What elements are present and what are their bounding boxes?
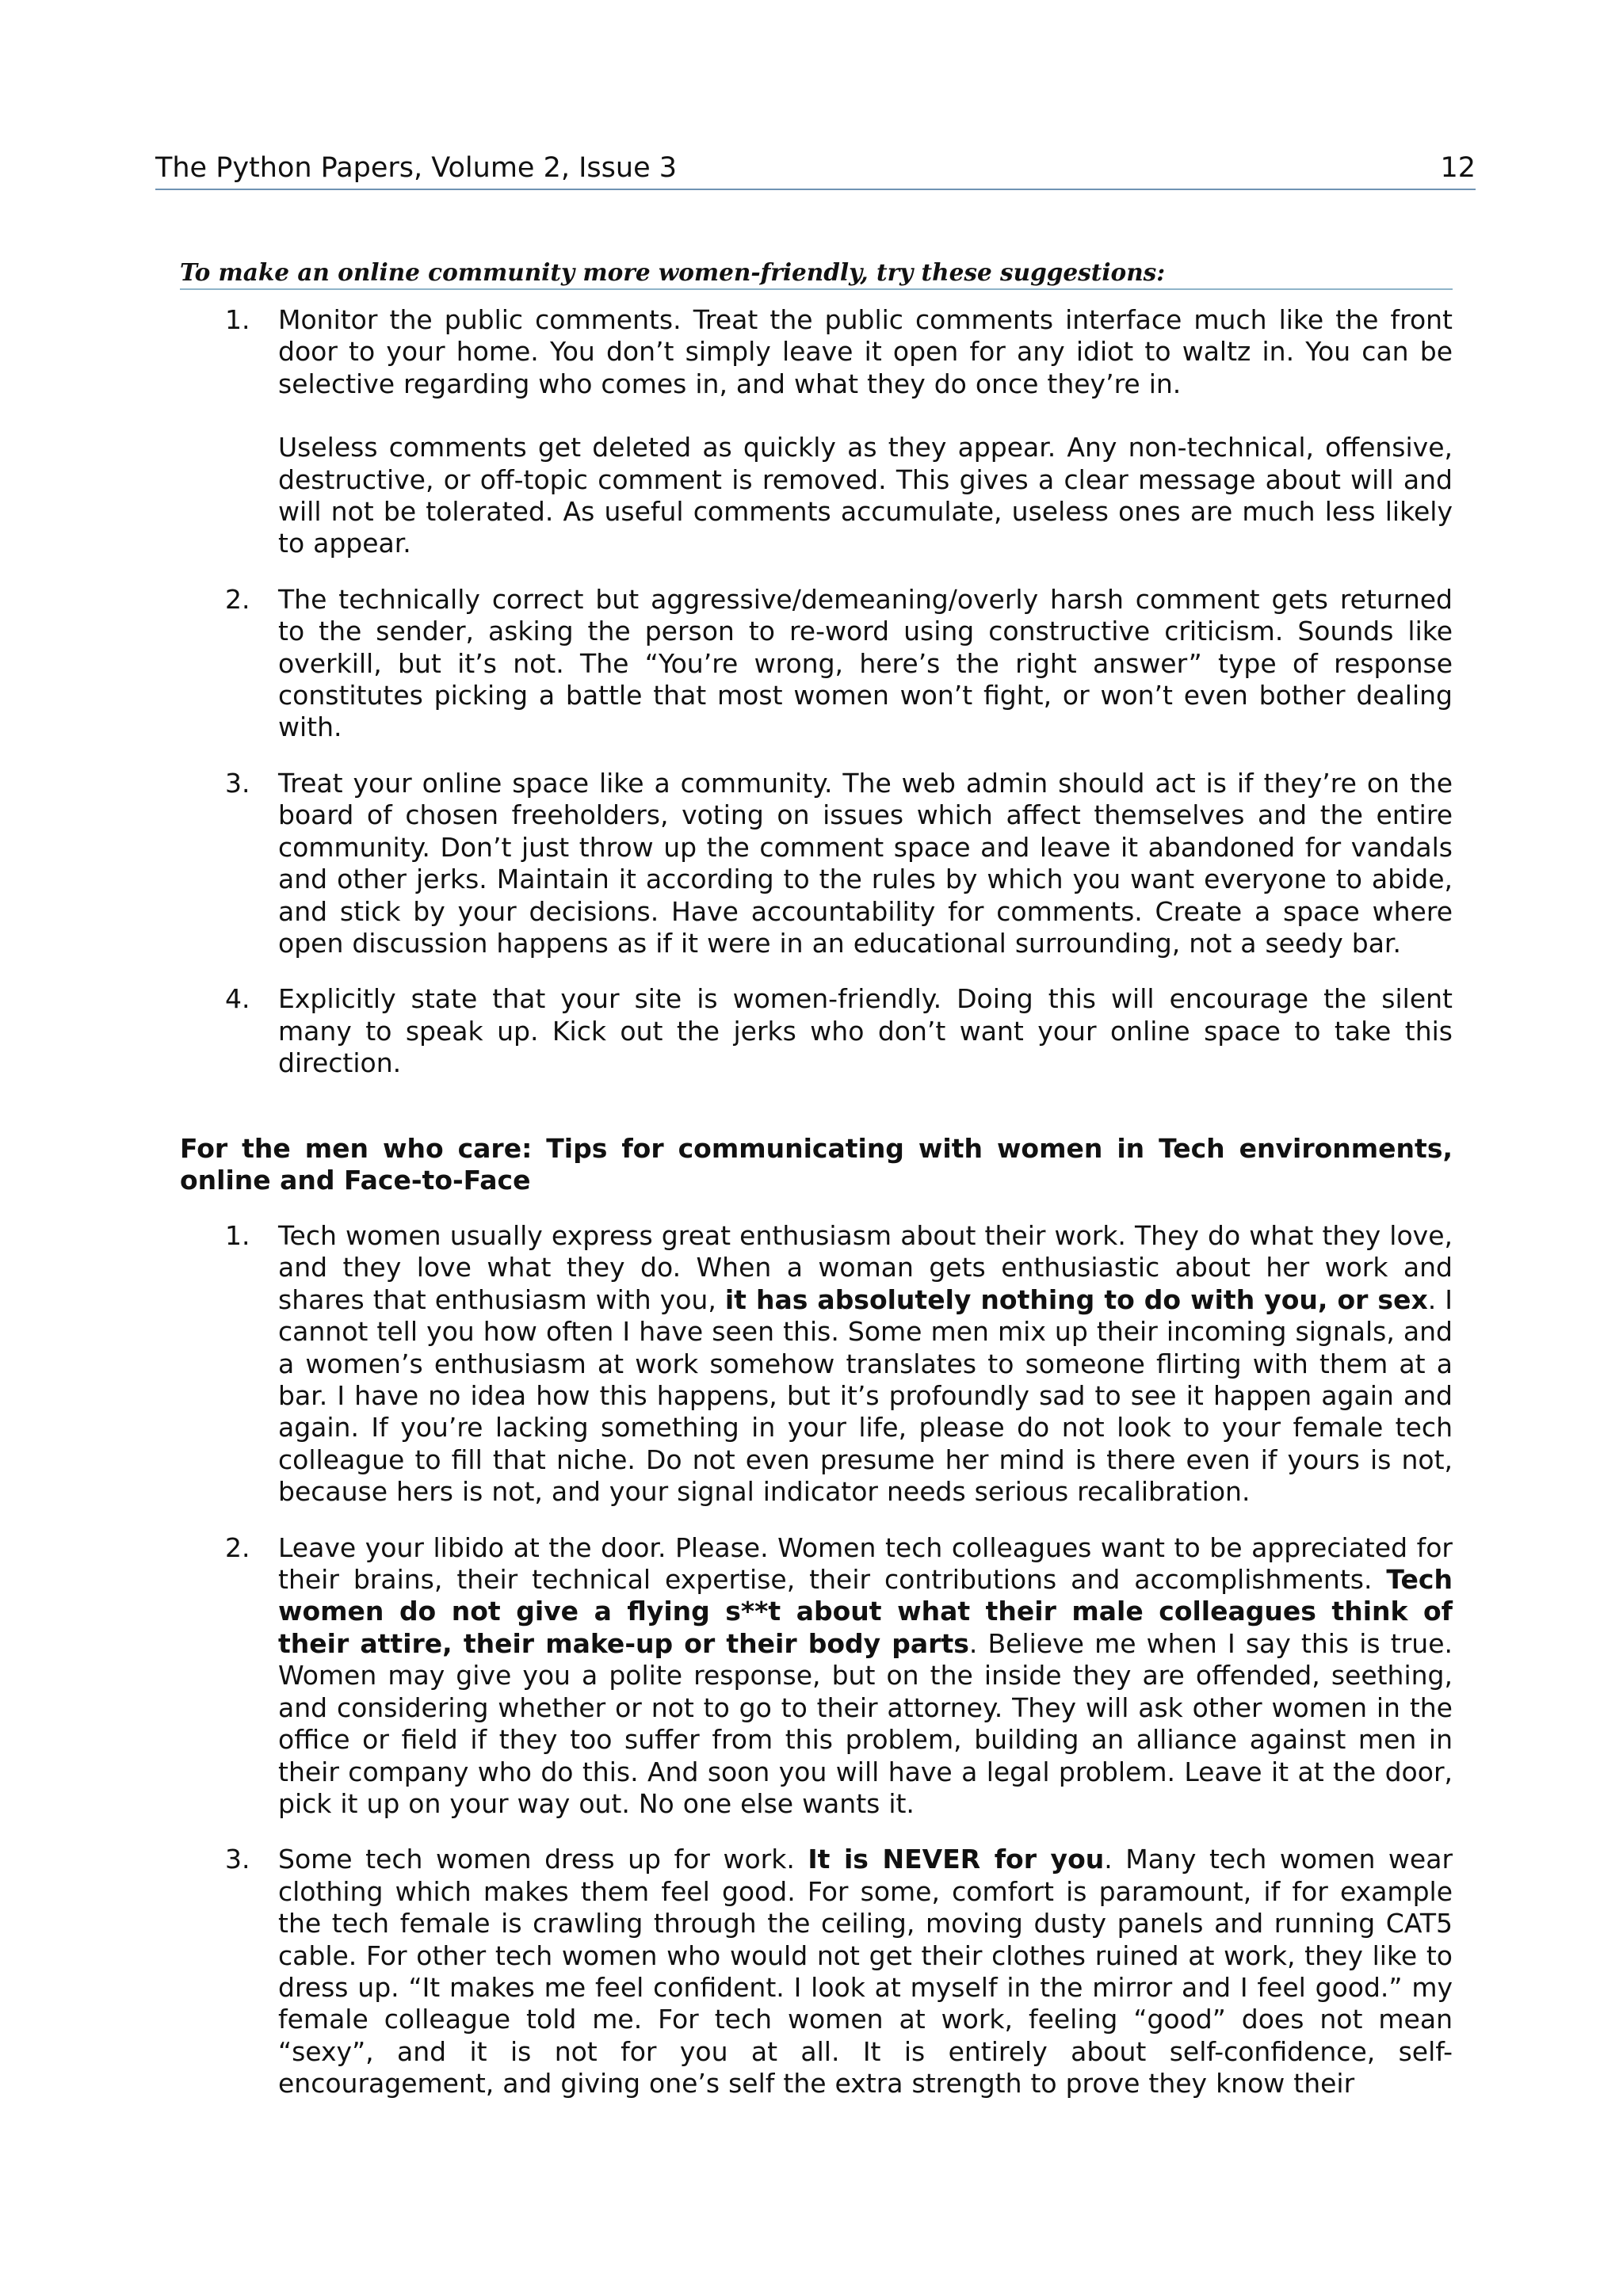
suggestion-item-3	[0, 768, 1623, 959]
text-run: . I cannot tell you how often I have seen this. Some men mix up their incoming signals, and a women’s enthusiasm at work somehow translates to someone flirting with them at a bar. I have no idea how this happens, but it’s profoundly sad to see it happen again and again. If you’re lacking something in your life, please do not look to your female tech colleague to fill that niche. Do not even presume her mind is there even if yours is not, because hers is not, and your signal indicator needs serious recalibration.	[278, 1283, 1453, 1508]
tip-item-3	[0, 1844, 1623, 2100]
suggestion-item-2	[0, 584, 1623, 744]
text-run: . Many tech women wear clothing which makes them feel good. For some, comfort is paramount, if for example the tech female is crawling through the ceiling, moving dusty panels and running CAT5 cable. For other tech women who would not get their clothes ruined at work, they like to dress up. “It makes me feel confident. I look at myself in the mirror and I feel good.” my female colleague told me. For tech women at work, feeling “good” does not mean “sexy”, and it is not for you at all. It is entirely about self-confidence, self-encouragement, and giving one’s self the extra strength to prove they know their	[278, 1844, 1453, 2100]
list-number: 3.	[225, 1844, 250, 1875]
page-number: 12	[1440, 152, 1476, 184]
text-run: Tech women usually express great enthusiasm about their work. They do what they love, and they love what they do. When a woman gets enthusiastic about her work and shares that enthusiasm with you,	[278, 1220, 1453, 1315]
list-number: 3.	[225, 767, 250, 799]
paragraph	[278, 983, 1453, 1079]
list-item-body	[278, 983, 1453, 1079]
list-item-body	[278, 1844, 1453, 2100]
list-number: 4.	[225, 983, 250, 1015]
text-run: Explicitly state that your site is women-friendly. Doing this will encourage the silent many to speak up. Kick out the jerks who don’t want your online space to take this direction.	[278, 983, 1453, 1079]
text-run: The technically correct but aggressive/demeaning/overly harsh comment gets returned to the sender, asking the person to re-word using constructive criticism. Sounds like overkill, but it’s not. The “You’re wrong, here’s the right answer” type of response constitutes picking a battle that most women won’t fight, or won’t even bother dealing with.	[278, 583, 1453, 743]
list-number: 2.	[225, 583, 250, 615]
tips-heading: For the men who care: Tips for communicating with women in Tech environments, online and Face-to-Face	[180, 1133, 1453, 1196]
bold-text: Tech women do not give a flying s**t about what their male colleagues think of their attire, their make-up or their body parts	[278, 1564, 1453, 1659]
text-run: Useless comments get deleted as quickly as they appear. Any non-technical, offensive, destructive, or off-topic comment is removed. This gives a clear message about will and will not be tolerated. As useful comments accumulate, useless ones are much less likely to appear.	[278, 432, 1453, 559]
list-item-body	[278, 1532, 1453, 1821]
suggestion-item-1	[0, 304, 1623, 560]
list-item-body	[278, 768, 1453, 959]
bold-text: It is NEVER for you	[808, 1844, 1105, 1875]
paragraph	[278, 1220, 1453, 1508]
text-run: . Believe me when I say this is true. Women may give you a polite response, but on the inside they are offended, seething, and considering whether or not to go to their attorney. They will ask other women in the office or field if they too suffer from this problem, building an alliance against men in their company who do this. And soon you will have a legal problem. Leave it at the door, pick it up on your way out. No one else wants it.	[278, 1627, 1453, 1819]
paragraph	[278, 584, 1453, 744]
paragraph	[278, 432, 1453, 560]
paragraph	[278, 1844, 1453, 2100]
text-run: Monitor the public comments. Treat the public comments interface much like the front door to your home. You don’t simply leave it open for any idiot to waltz in. You can be selective regarding who comes in, and what they do once they’re in.	[278, 304, 1453, 399]
list-item-body	[278, 304, 1453, 560]
suggestions-list	[0, 304, 1623, 1104]
text-run: Treat your online space like a community. The web admin should act is if they’re on the board of chosen freeholders, voting on issues which affect themselves and the entire community. Don’t just throw up the comment space and leave it abandoned for vandals and other jerks. Maintain it according to the rules by which you want everyone to abide, and stick by your decisions. Have accountability for comments. Create a space where open discussion happens as if it were in an educational surrounding, not a seedy bar.	[278, 767, 1453, 959]
suggestion-item-4	[0, 983, 1623, 1079]
bold-text: it has absolutely nothing to do with you, or sex	[724, 1283, 1428, 1315]
paragraph	[278, 768, 1453, 959]
list-item-body	[278, 1220, 1453, 1508]
running-header	[155, 151, 1476, 190]
tip-item-2	[0, 1532, 1623, 1821]
paragraph	[278, 304, 1453, 400]
paragraph	[278, 1532, 1453, 1821]
list-number: 1.	[225, 304, 250, 335]
text-run: Some tech women dress up for work.	[278, 1844, 808, 1875]
tips-list	[0, 1220, 1623, 2124]
list-item-body	[278, 584, 1453, 744]
list-number: 1.	[225, 1220, 250, 1251]
journal-title: The Python Papers, Volume 2, Issue 3	[155, 152, 677, 184]
text-run: Leave your libido at the door. Please. Women tech colleagues want to be appreciated for their brains, their technical expertise, their contributions and accomplishments.	[278, 1531, 1453, 1596]
suggestions-heading: To make an online community more women-friendly, try these suggestions:	[180, 257, 1453, 290]
tip-item-1	[0, 1220, 1623, 1508]
list-number: 2.	[225, 1531, 250, 1563]
